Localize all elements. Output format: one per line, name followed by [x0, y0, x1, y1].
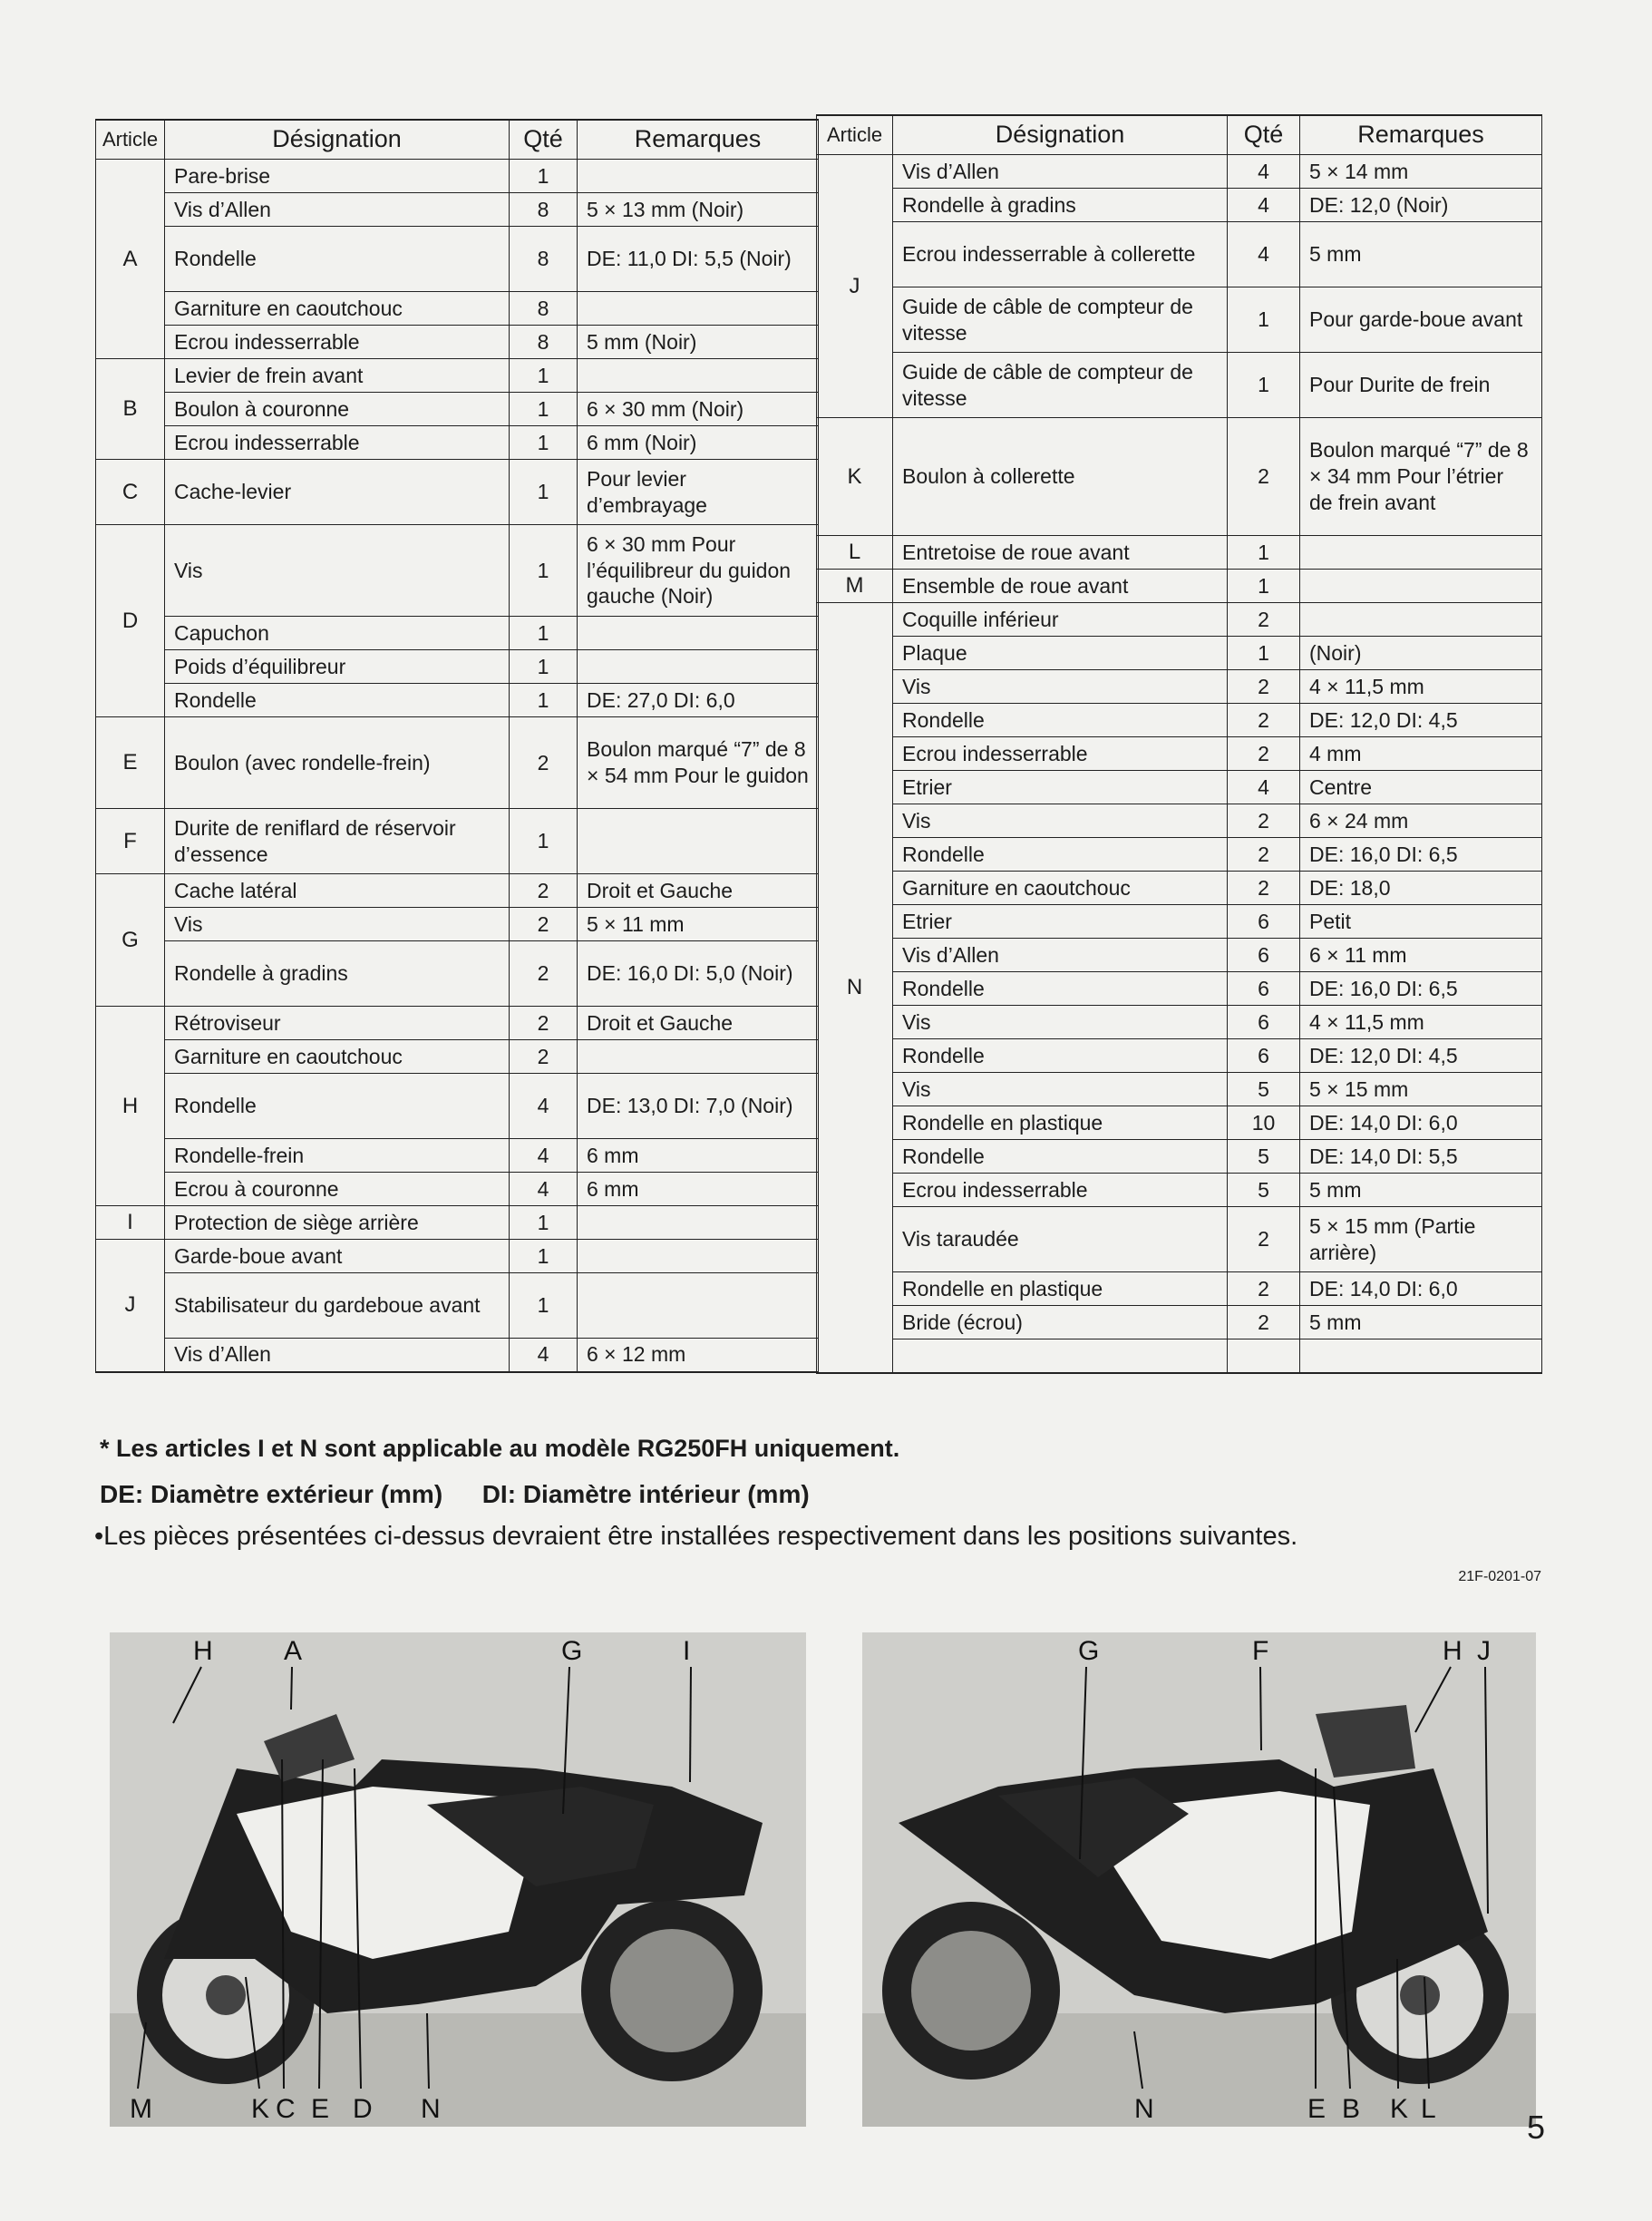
remarks-cell: Centre [1300, 771, 1542, 804]
callout-label-a: A [284, 1636, 303, 1666]
table-row [96, 1339, 819, 1372]
remarks-cell: Droit et Gauche [578, 874, 819, 908]
table-row [96, 393, 819, 426]
table-row [817, 737, 1542, 771]
qty-cell: 8 [510, 292, 578, 326]
table-row [817, 804, 1542, 838]
qty-cell: 2 [510, 908, 578, 941]
qty-cell: 1 [510, 684, 578, 717]
callout-label-j: J [1477, 1636, 1491, 1666]
remarks-cell: DE: 14,0 DI: 6,0 [1300, 1106, 1542, 1140]
article-cell: C [96, 460, 165, 525]
remarks-cell: 6 mm (Noir) [578, 426, 819, 460]
qty-cell: 1 [510, 160, 578, 193]
callout-leader [1397, 1959, 1398, 2089]
designation-cell: Cache-levier [165, 460, 510, 525]
designation-cell: Etrier [893, 771, 1228, 804]
table-row [96, 426, 819, 460]
table-row [96, 1240, 819, 1273]
callout-label-c: C [276, 2094, 296, 2124]
remarks-cell: Boulon marqué “7” de 8 × 54 mm Pour le guidon [578, 717, 819, 809]
remarks-cell: 5 × 14 mm [1300, 155, 1542, 189]
remarks-cell [578, 359, 819, 393]
article-cell: M [817, 570, 893, 603]
remarks-cell [578, 650, 819, 684]
remarks-cell: DE: 14,0 DI: 5,5 [1300, 1140, 1542, 1174]
designation-cell: Protection de siège arrière [165, 1206, 510, 1240]
designation-cell: Pare-brise [165, 160, 510, 193]
table-row [817, 189, 1542, 222]
qty-cell: 2 [1228, 737, 1300, 771]
remarks-cell [578, 1040, 819, 1074]
table-row [96, 874, 819, 908]
table-row [817, 637, 1542, 670]
remarks-cell: DE: 27,0 DI: 6,0 [578, 684, 819, 717]
qty-cell: 4 [1228, 189, 1300, 222]
table-row [817, 1140, 1542, 1174]
remarks-cell: DE: 16,0 DI: 5,0 (Noir) [578, 941, 819, 1007]
designation-cell: Vis [893, 1073, 1228, 1106]
callout-label-n: N [421, 2094, 441, 2124]
qty-cell: 1 [510, 460, 578, 525]
qty-cell: 1 [510, 525, 578, 617]
parts-table-right-body [817, 155, 1542, 1373]
table-row [817, 872, 1542, 905]
qty-cell: 2 [510, 1007, 578, 1040]
table-row [96, 717, 819, 809]
di-text: Diamètre intérieur (mm) [522, 1480, 810, 1508]
qty-cell: 4 [1228, 771, 1300, 804]
designation-cell: Rondelle [893, 972, 1228, 1006]
designation-cell: Vis [165, 908, 510, 941]
header-remarks: Remarques [578, 120, 819, 160]
de-label: DE: [100, 1480, 144, 1508]
callout-label-e: E [1307, 2094, 1326, 2124]
callout-label-h: H [1443, 1636, 1463, 1666]
designation-cell: Vis d’Allen [165, 193, 510, 227]
designation-cell: Vis taraudée [893, 1207, 1228, 1272]
remarks-cell: 5 × 11 mm [578, 908, 819, 941]
remarks-cell: (Noir) [1300, 637, 1542, 670]
callout-label-h: H [193, 1636, 213, 1666]
table-row [817, 603, 1542, 637]
table-row [96, 326, 819, 359]
qty-cell: 4 [1228, 155, 1300, 189]
table-row [817, 939, 1542, 972]
qty-cell: 6 [1228, 905, 1300, 939]
remarks-cell: 6 × 30 mm Pour l’équilibreur du guidon gauche (Noir) [578, 525, 819, 617]
article-cell: F [96, 809, 165, 874]
designation-cell: Rondelle à gradins [893, 189, 1228, 222]
motorcycle-photo-right [862, 1632, 1536, 2127]
designation-cell: Ecrou à couronne [165, 1173, 510, 1206]
table-row [817, 1039, 1542, 1073]
designation-cell: Guide de câble de compteur de vitesse [893, 353, 1228, 418]
designation-cell: Garniture en caoutchouc [893, 872, 1228, 905]
table-row [817, 905, 1542, 939]
qty-cell: 1 [1228, 536, 1300, 570]
callout-label-g: G [1078, 1636, 1100, 1666]
figure-reference: 21F-0201-07 [1458, 1569, 1541, 1584]
remarks-cell: 4 × 11,5 mm [1300, 670, 1542, 704]
callout-leader [690, 1667, 691, 1782]
qty-cell: 2 [510, 874, 578, 908]
designation-cell: Guide de câble de compteur de vitesse [893, 287, 1228, 353]
designation-cell: Ecrou indesserrable à collerette [893, 222, 1228, 287]
qty-cell: 1 [510, 1206, 578, 1240]
qty-cell: 5 [1228, 1140, 1300, 1174]
qty-cell: 6 [1228, 1006, 1300, 1039]
table-row [96, 1074, 819, 1139]
article-cell: I [96, 1206, 165, 1240]
parts-table-right [816, 114, 1542, 1374]
qty-cell: 2 [1228, 603, 1300, 637]
table-row [96, 908, 819, 941]
qty-cell: 2 [1228, 670, 1300, 704]
designation-cell: Garniture en caoutchouc [165, 292, 510, 326]
table-row [817, 353, 1542, 418]
remarks-cell: Droit et Gauche [578, 1007, 819, 1040]
remarks-cell: 5 × 15 mm (Partie arrière) [1300, 1207, 1542, 1272]
remarks-cell [1300, 603, 1542, 637]
installation-intro: •Les pièces présentées ci-dessus devraient être installées respectivement dans les positions suivantes. [94, 1522, 1298, 1551]
designation-cell: Coquille inférieur [893, 603, 1228, 637]
remarks-cell: 6 mm [578, 1139, 819, 1173]
article-cell: H [96, 1007, 165, 1206]
header-qty: Qté [1228, 115, 1300, 155]
qty-cell: 1 [510, 1240, 578, 1273]
header-designation: Désignation [893, 115, 1228, 155]
remarks-cell: 5 × 15 mm [1300, 1073, 1542, 1106]
table-row [96, 292, 819, 326]
table-row [817, 155, 1542, 189]
designation-cell: Entretoise de roue avant [893, 536, 1228, 570]
article-cell: D [96, 525, 165, 717]
remarks-cell [1300, 1339, 1542, 1373]
parts-table-left-body [96, 160, 819, 1372]
article-cell: L [817, 536, 893, 570]
motorcycle-photo-left [110, 1632, 806, 2127]
table-row [96, 1040, 819, 1074]
article-cell: E [96, 717, 165, 809]
callout-label-e: E [311, 2094, 330, 2124]
table-row [96, 684, 819, 717]
designation-cell: Boulon à couronne [165, 393, 510, 426]
table-row [817, 1073, 1542, 1106]
qty-cell: 2 [1228, 838, 1300, 872]
designation-cell: Ensemble de roue avant [893, 570, 1228, 603]
header-qty: Qté [510, 120, 578, 160]
remarks-cell: DE: 18,0 [1300, 872, 1542, 905]
table-row [817, 972, 1542, 1006]
qty-cell: 4 [510, 1173, 578, 1206]
qty-cell: 8 [510, 193, 578, 227]
qty-cell: 2 [1228, 804, 1300, 838]
remarks-cell: DE: 14,0 DI: 6,0 [1300, 1272, 1542, 1306]
table-row [96, 525, 819, 617]
remarks-cell [578, 1206, 819, 1240]
remarks-cell: 6 × 12 mm [578, 1339, 819, 1372]
remarks-cell: DE: 12,0 DI: 4,5 [1300, 1039, 1542, 1073]
table-row [96, 1206, 819, 1240]
qty-cell: 1 [510, 809, 578, 874]
designation-cell: Ecrou indesserrable [893, 1174, 1228, 1207]
header-article: Article [96, 120, 165, 160]
remarks-cell [1300, 570, 1542, 603]
header-remarks: Remarques [1300, 115, 1542, 155]
designation-cell: Boulon (avec rondelle-frein) [165, 717, 510, 809]
table-row [817, 704, 1542, 737]
table-row [817, 1106, 1542, 1140]
callout-label-d: D [353, 2094, 373, 2124]
designation-cell: Rondelle en plastique [893, 1106, 1228, 1140]
qty-cell: 4 [510, 1139, 578, 1173]
remarks-cell: Pour garde-boue avant [1300, 287, 1542, 353]
qty-cell: 2 [1228, 1272, 1300, 1306]
table-row [817, 222, 1542, 287]
qty-cell: 1 [510, 359, 578, 393]
designation-cell: Vis d’Allen [893, 939, 1228, 972]
table-row [817, 1339, 1542, 1373]
table-row [817, 1272, 1542, 1306]
designation-cell: Vis [893, 1006, 1228, 1039]
qty-cell: 1 [1228, 353, 1300, 418]
table-row [96, 1273, 819, 1339]
table-row [817, 1174, 1542, 1207]
qty-cell: 6 [1228, 939, 1300, 972]
qty-cell: 4 [510, 1339, 578, 1372]
callout-label-l: L [1421, 2094, 1436, 2124]
di-label: DI: [481, 1480, 517, 1508]
remarks-cell: DE: 13,0 DI: 7,0 (Noir) [578, 1074, 819, 1139]
qty-cell: 8 [510, 227, 578, 292]
article-cell: B [96, 359, 165, 460]
table-row [96, 1139, 819, 1173]
qty-cell: 1 [1228, 570, 1300, 603]
remarks-cell [578, 292, 819, 326]
table-row [96, 617, 819, 650]
designation-cell: Vis d’Allen [893, 155, 1228, 189]
qty-cell: 6 [1228, 1039, 1300, 1073]
table-row [817, 287, 1542, 353]
article-cell: J [96, 1240, 165, 1372]
remarks-cell: 5 mm [1300, 1174, 1542, 1207]
designation-cell: Durite de reniflard de réservoir d’essence [165, 809, 510, 874]
remarks-cell: DE: 11,0 DI: 5,5 (Noir) [578, 227, 819, 292]
qty-cell: 2 [510, 941, 578, 1007]
designation-cell: Ecrou indesserrable [165, 426, 510, 460]
callout-leader [1260, 1667, 1261, 1750]
designation-cell: Stabilisateur du gardeboue avant [165, 1273, 510, 1339]
remarks-cell: 5 mm [1300, 1306, 1542, 1339]
callout-label-g: G [561, 1636, 583, 1666]
designation-cell: Plaque [893, 637, 1228, 670]
remarks-cell: 4 mm [1300, 737, 1542, 771]
article-cell: N [817, 603, 893, 1373]
remarks-cell: Boulon marqué “7” de 8 × 34 mm Pour l’étrier de frein avant [1300, 418, 1542, 536]
designation-cell: Rondelle [893, 1140, 1228, 1174]
designation-cell: Poids d’équilibreur [165, 650, 510, 684]
remarks-cell [578, 617, 819, 650]
diameter-legend [100, 1480, 810, 1509]
table-row [96, 1007, 819, 1040]
designation-cell: Garde-boue avant [165, 1240, 510, 1273]
designation-cell: Vis [165, 525, 510, 617]
designation-cell [893, 1339, 1228, 1373]
designation-cell: Boulon à collerette [893, 418, 1228, 536]
table-row [96, 193, 819, 227]
table-row [817, 771, 1542, 804]
qty-cell: 1 [510, 1273, 578, 1339]
table-row [96, 809, 819, 874]
table-row [96, 650, 819, 684]
designation-cell: Rondelle-frein [165, 1139, 510, 1173]
table-row [817, 1306, 1542, 1339]
designation-cell: Ecrou indesserrable [893, 737, 1228, 771]
table-row [817, 536, 1542, 570]
qty-cell: 1 [1228, 287, 1300, 353]
remarks-cell: DE: 12,0 (Noir) [1300, 189, 1542, 222]
remarks-cell [578, 1240, 819, 1273]
remarks-cell: Pour Durite de frein [1300, 353, 1542, 418]
qty-cell: 2 [510, 717, 578, 809]
qty-cell: 4 [1228, 222, 1300, 287]
callout-label-f: F [1252, 1636, 1269, 1666]
table-row [817, 570, 1542, 603]
designation-cell: Rondelle en plastique [893, 1272, 1228, 1306]
designation-cell: Rondelle [165, 227, 510, 292]
table-row [817, 1006, 1542, 1039]
designation-cell: Ecrou indesserrable [165, 326, 510, 359]
article-cell: A [96, 160, 165, 359]
remarks-cell [578, 1273, 819, 1339]
qty-cell: 1 [510, 617, 578, 650]
qty-cell: 1 [510, 426, 578, 460]
designation-cell: Rondelle [893, 704, 1228, 737]
callout-label-m: M [130, 2094, 152, 2124]
remarks-cell: Petit [1300, 905, 1542, 939]
qty-cell: 2 [1228, 1207, 1300, 1272]
designation-cell: Levier de frein avant [165, 359, 510, 393]
qty-cell: 2 [1228, 418, 1300, 536]
designation-cell: Rondelle [893, 838, 1228, 872]
remarks-cell: Pour levier d’embrayage [578, 460, 819, 525]
remarks-cell: 4 × 11,5 mm [1300, 1006, 1542, 1039]
qty-cell: 5 [1228, 1073, 1300, 1106]
callout-label-k: K [251, 2094, 270, 2124]
remarks-cell [578, 160, 819, 193]
qty-cell: 2 [1228, 1306, 1300, 1339]
motorcycle-left-illustration [110, 1632, 806, 2127]
article-cell: K [817, 418, 893, 536]
table-row [96, 941, 819, 1007]
qty-cell: 4 [510, 1074, 578, 1139]
designation-cell: Rétroviseur [165, 1007, 510, 1040]
qty-cell: 6 [1228, 972, 1300, 1006]
qty-cell: 2 [510, 1040, 578, 1074]
article-cell: J [817, 155, 893, 418]
table-row [817, 418, 1542, 536]
motorcycle-right-illustration [862, 1632, 1536, 2127]
table-row [96, 160, 819, 193]
designation-cell: Etrier [893, 905, 1228, 939]
designation-cell: Vis d’Allen [165, 1339, 510, 1372]
remarks-cell: DE: 12,0 DI: 4,5 [1300, 704, 1542, 737]
applicability-note: * Les articles I et N sont applicable au modèle RG250FH uniquement. [100, 1435, 900, 1462]
qty-cell: 8 [510, 326, 578, 359]
designation-cell: Capuchon [165, 617, 510, 650]
callout-label-i: I [683, 1636, 691, 1666]
header-designation: Désignation [165, 120, 510, 160]
table-row [96, 460, 819, 525]
table-row [96, 1173, 819, 1206]
designation-cell: Rondelle [893, 1039, 1228, 1073]
parts-table-left [95, 119, 819, 1373]
remarks-cell: 5 mm (Noir) [578, 326, 819, 359]
de-text: Diamètre extérieur (mm) [151, 1480, 443, 1508]
table-row [817, 1207, 1542, 1272]
remarks-cell: 6 × 24 mm [1300, 804, 1542, 838]
qty-cell: 5 [1228, 1174, 1300, 1207]
callout-label-n: N [1134, 2094, 1154, 2124]
designation-cell: Garniture en caoutchouc [165, 1040, 510, 1074]
designation-cell: Rondelle [165, 684, 510, 717]
callout-label-b: B [1342, 2094, 1361, 2124]
designation-cell: Vis [893, 670, 1228, 704]
qty-cell: 1 [1228, 637, 1300, 670]
table-row [817, 670, 1542, 704]
remarks-cell: 6 mm [578, 1173, 819, 1206]
remarks-cell [1300, 536, 1542, 570]
article-cell: G [96, 874, 165, 1007]
remarks-cell: 6 × 11 mm [1300, 939, 1542, 972]
table-row [96, 227, 819, 292]
remarks-cell: 5 × 13 mm (Noir) [578, 193, 819, 227]
designation-cell: Vis [893, 804, 1228, 838]
qty-cell: 10 [1228, 1106, 1300, 1140]
qty-cell: 1 [510, 650, 578, 684]
remarks-cell: 6 × 30 mm (Noir) [578, 393, 819, 426]
remarks-cell: DE: 16,0 DI: 6,5 [1300, 838, 1542, 872]
header-article: Article [817, 115, 893, 155]
callout-leader [291, 1667, 292, 1710]
designation-cell: Rondelle à gradins [165, 941, 510, 1007]
remarks-cell: 5 mm [1300, 222, 1542, 287]
designation-cell: Bride (écrou) [893, 1306, 1228, 1339]
table-row [96, 359, 819, 393]
qty-cell: 2 [1228, 704, 1300, 737]
page-number: 5 [1527, 2109, 1546, 2146]
remarks-cell [578, 809, 819, 874]
designation-cell: Rondelle [165, 1074, 510, 1139]
designation-cell: Cache latéral [165, 874, 510, 908]
remarks-cell: DE: 16,0 DI: 6,5 [1300, 972, 1542, 1006]
qty-cell: 1 [510, 393, 578, 426]
callout-label-k: K [1390, 2094, 1409, 2124]
table-row [817, 838, 1542, 872]
qty-cell [1228, 1339, 1300, 1373]
qty-cell: 2 [1228, 872, 1300, 905]
